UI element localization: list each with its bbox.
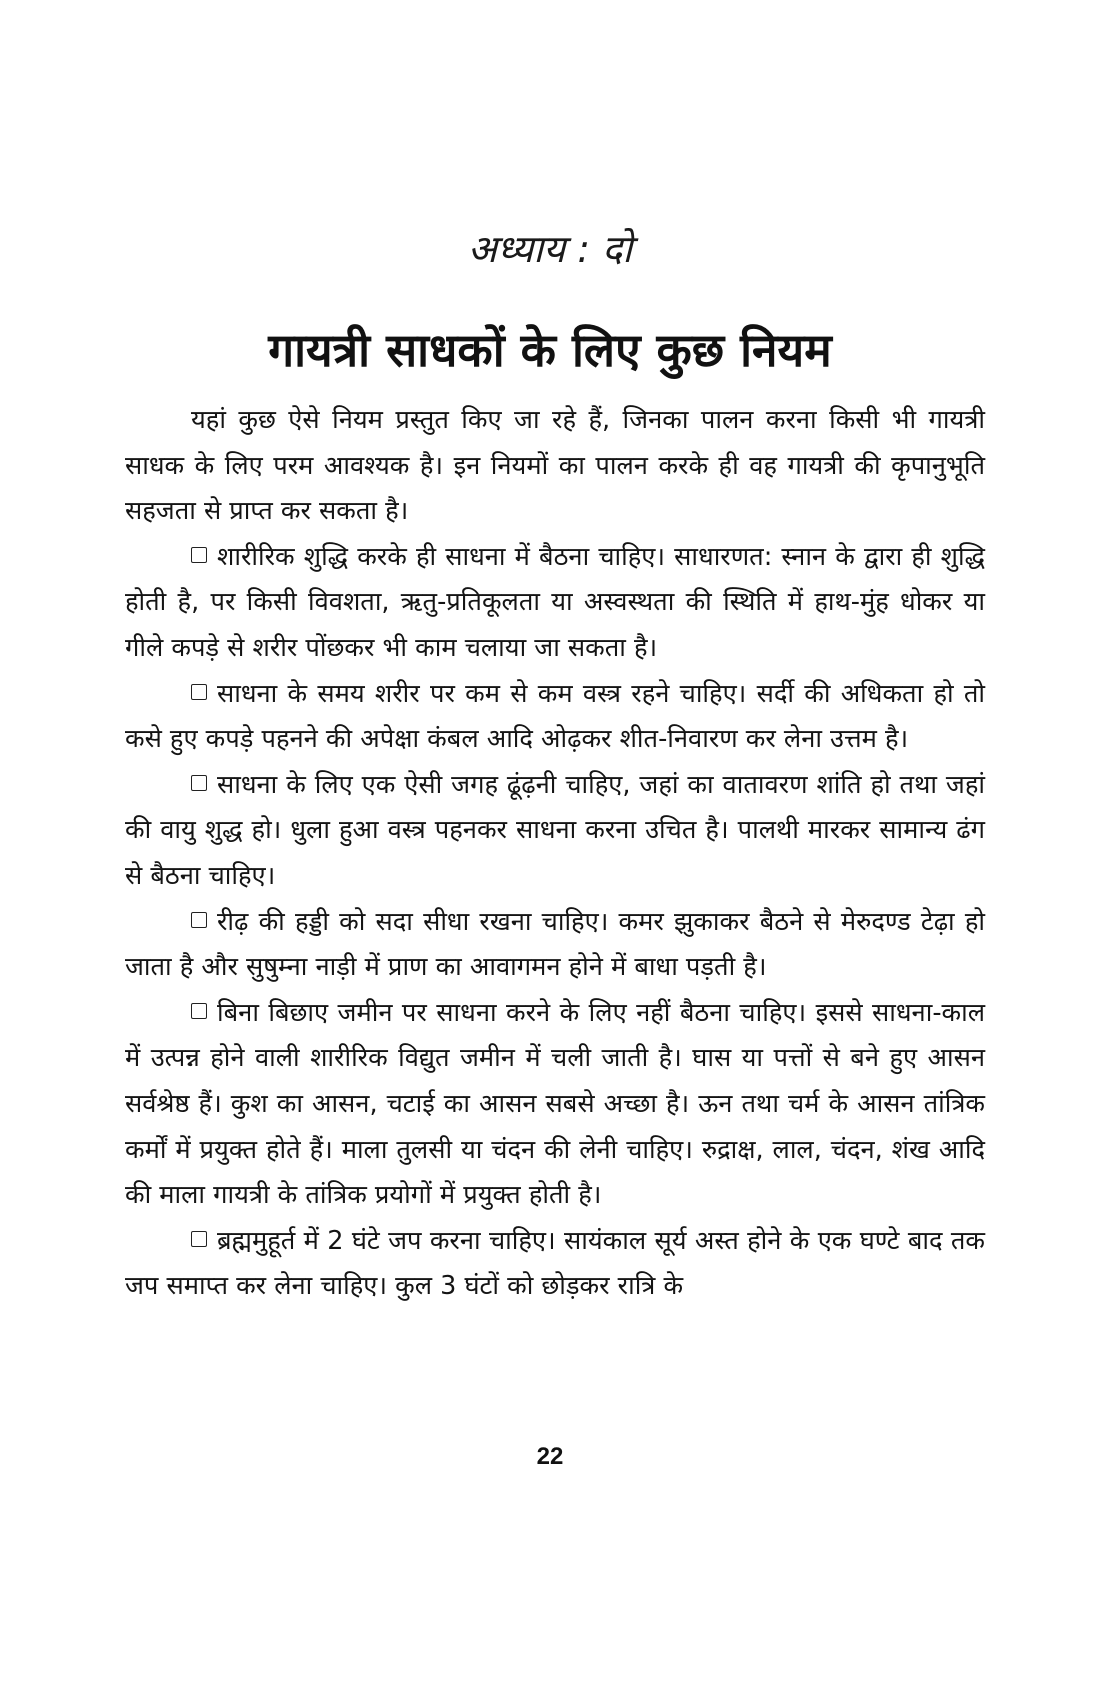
rule-text: शारीरिक शुद्धि करके ही साधना में बैठना चाहिए। साधारणत: स्नान के द्वारा ही शुद्धि होती है, पर किसी विवशता, ऋतु-प्रतिकूलता या अस्वस्थता की स्थिति में हाथ-मुंह धोकर या गीले कपड़े से शरीर पोंछकर भी काम चलाया जा सकता है।	[125, 541, 985, 663]
rule-paragraph	[125, 1219, 985, 1310]
rule-text: साधना के समय शरीर पर कम से कम वस्त्र रहने चाहिए। सर्दी की अधिकता हो तो कसे हुए कपड़े पहनने की अपेक्षा कंबल आदि ओढ़कर शीत-निवारण कर लेना उत्तम है।	[125, 678, 985, 755]
checkbox-bullet-icon	[191, 1003, 207, 1019]
body-text	[125, 398, 985, 1310]
rule-text: रीढ़ की हड्डी को सदा सीधा रखना चाहिए। कमर झुकाकर बैठने से मेरुदण्ड टेढ़ा हो जाता है और सुषुम्ना नाड़ी में प्राण का आवागमन होने में बाधा पड़ती है।	[125, 906, 985, 983]
rule-text: बिना बिछाए जमीन पर साधना करने के लिए नहीं बैठना चाहिए। इससे साधना-काल में उत्पन्न होने वाली शारीरिक विद्युत जमीन में चली जाती है। घास या पत्तों से बने हुए आसन सर्वश्रेष्ठ हैं। कुश का आसन, चटाई का आसन सबसे अच्छा है। ऊन तथा चर्म के आसन तांत्रिक कर्मों में प्रयुक्त होते हैं। माला तुलसी या चंदन की लेनी चाहिए। रुद्राक्ष, लाल, चंदन, शंख आदि की माला गायत्री के तांत्रिक प्रयोगों में प्रयुक्त होती है।	[125, 997, 985, 1211]
checkbox-bullet-icon	[191, 547, 207, 563]
rule-paragraph	[125, 763, 985, 900]
rule-text: साधना के लिए एक ऐसी जगह ढूंढ़नी चाहिए, जहां का वातावरण शांति हो तथा जहां की वायु शुद्ध हो। धुला हुआ वस्त्र पहनकर साधना करना उचित है। पालथी मारकर सामान्य ढंग से बैठना चाहिए।	[125, 769, 985, 891]
chapter-title: गायत्री साधकों के लिए कुछ नियम	[268, 323, 832, 377]
intro-paragraph: यहां कुछ ऐसे नियम प्रस्तुत किए जा रहे हैं, जिनका पालन करना किसी भी गायत्री साधक के लिए परम आवश्यक है। इन नियमों का पालन करके ही वह गायत्री की कृपानुभूति सहजता से प्राप्त कर सकता है।	[125, 405, 985, 527]
checkbox-bullet-icon	[191, 912, 207, 928]
checkbox-bullet-icon	[191, 1231, 207, 1247]
rule-paragraph	[125, 535, 985, 672]
chapter-label: अध्याय : दो	[467, 227, 633, 271]
checkbox-bullet-icon	[191, 684, 207, 700]
rule-paragraph	[125, 900, 985, 991]
rule-paragraph	[125, 672, 985, 763]
checkbox-bullet-icon	[191, 775, 207, 791]
rule-text: ब्रह्ममुहूर्त में 2 घंटे जप करना चाहिए। सायंकाल सूर्य अस्त होने के एक घण्टे बाद तक जप समाप्त कर लेना चाहिए। कुल 3 घंटों को छोड़कर रात्रि के	[125, 1225, 985, 1302]
page-number: 22	[536, 1443, 564, 1470]
rule-paragraph	[125, 991, 985, 1219]
